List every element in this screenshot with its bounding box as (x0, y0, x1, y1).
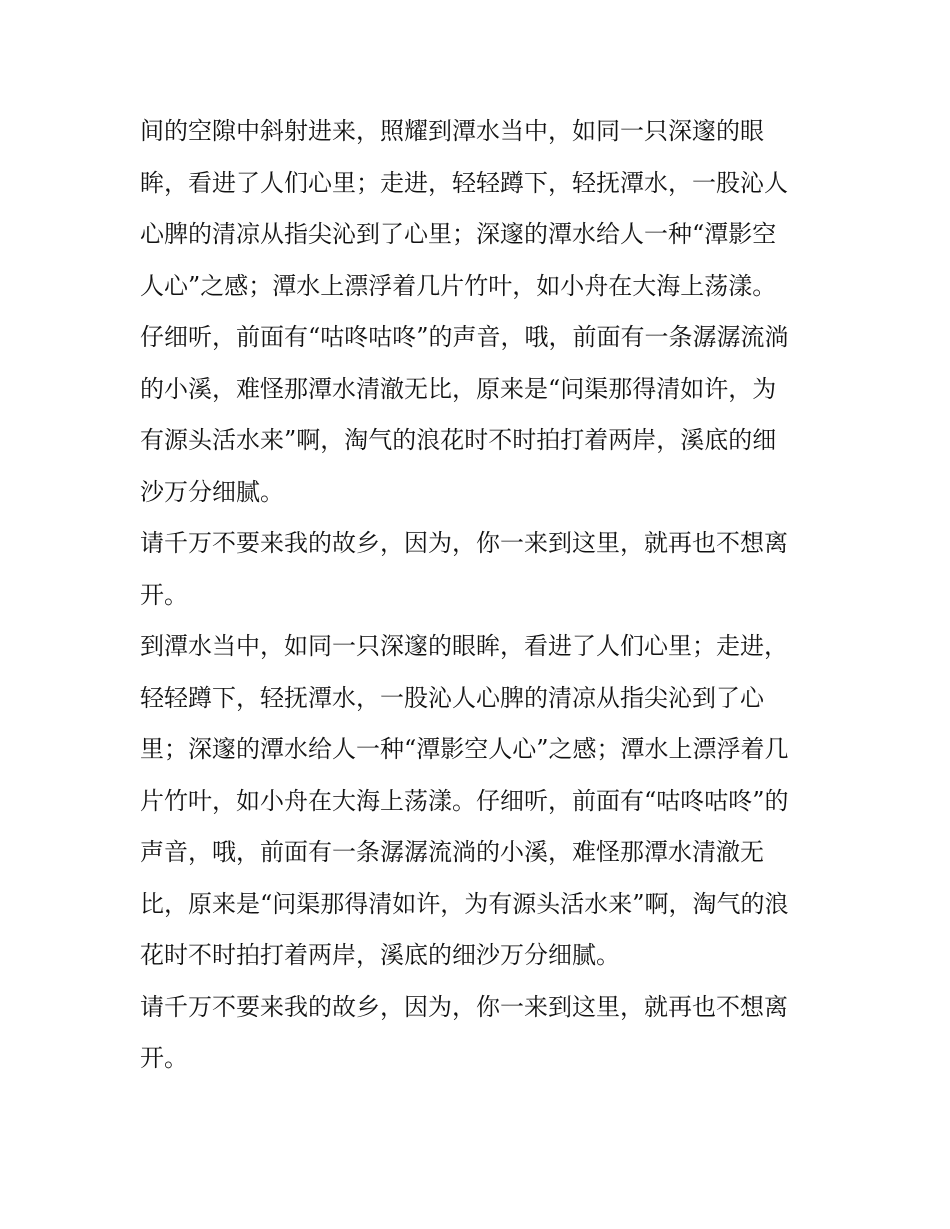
text-line: 里；深邃的潭水给人一种“潭影空人心”之感；潭水上漂浮着几 (140, 735, 789, 763)
document-body (140, 106, 812, 1085)
text-line: 比，原来是“问渠那得清如许，为有源头活水来”啊，淘气的浪 (140, 889, 789, 918)
text-line: 仔细听，前面有“咕咚咕咚”的声音，哦，前面有一条潺潺流淌 (140, 323, 789, 351)
text-line: 心脾的清凉从指尖沁到了心里；深邃的潭水给人一种“潭影空 (140, 220, 777, 248)
text-line: 开。 (140, 580, 188, 609)
text-line: 到潭水当中，如同一只深邃的眼眸，看进了人们心里；走进， (140, 632, 788, 660)
paragraph-3 (140, 621, 812, 982)
paragraph-2 (140, 518, 812, 621)
text-line: 请千万不要来我的故乡，因为，你一来到这里，就再也不想离 (140, 992, 788, 1021)
paragraph-4 (140, 982, 812, 1085)
text-line: 声音，哦，前面有一条潺潺流淌的小溪，难怪那潭水清澈无 (140, 838, 764, 866)
text-line: 间的空隙中斜射进来，照耀到潭水当中，如同一只深邃的眼 (140, 117, 764, 145)
text-line: 花时不时拍打着两岸，溪底的细沙万分细腻。 (140, 941, 620, 969)
paragraph-1 (140, 106, 812, 518)
text-line: 的小溪，难怪那潭水清澈无比，原来是“问渠那得清如许，为 (140, 374, 777, 403)
text-line: 眸，看进了人们心里；走进，轻轻蹲下，轻抚潭水，一股沁人 (140, 168, 788, 197)
text-line: 开。 (140, 1044, 188, 1072)
text-line: 沙万分细腻。 (140, 477, 284, 506)
text-line: 轻轻蹲下，轻抚潭水，一股沁人心脾的清凉从指尖沁到了心 (140, 683, 764, 712)
text-line: 有源头活水来”啊，淘气的浪花时不时拍打着两岸，溪底的细 (140, 426, 777, 454)
text-line: 人心”之感；潭水上漂浮着几片竹叶，如小舟在大海上荡漾。 (140, 271, 777, 300)
text-line: 片竹叶，如小舟在大海上荡漾。仔细听，前面有“咕咚咕咚”的 (140, 786, 789, 815)
text-line: 请千万不要来我的故乡，因为，你一来到这里，就再也不想离 (140, 529, 788, 557)
